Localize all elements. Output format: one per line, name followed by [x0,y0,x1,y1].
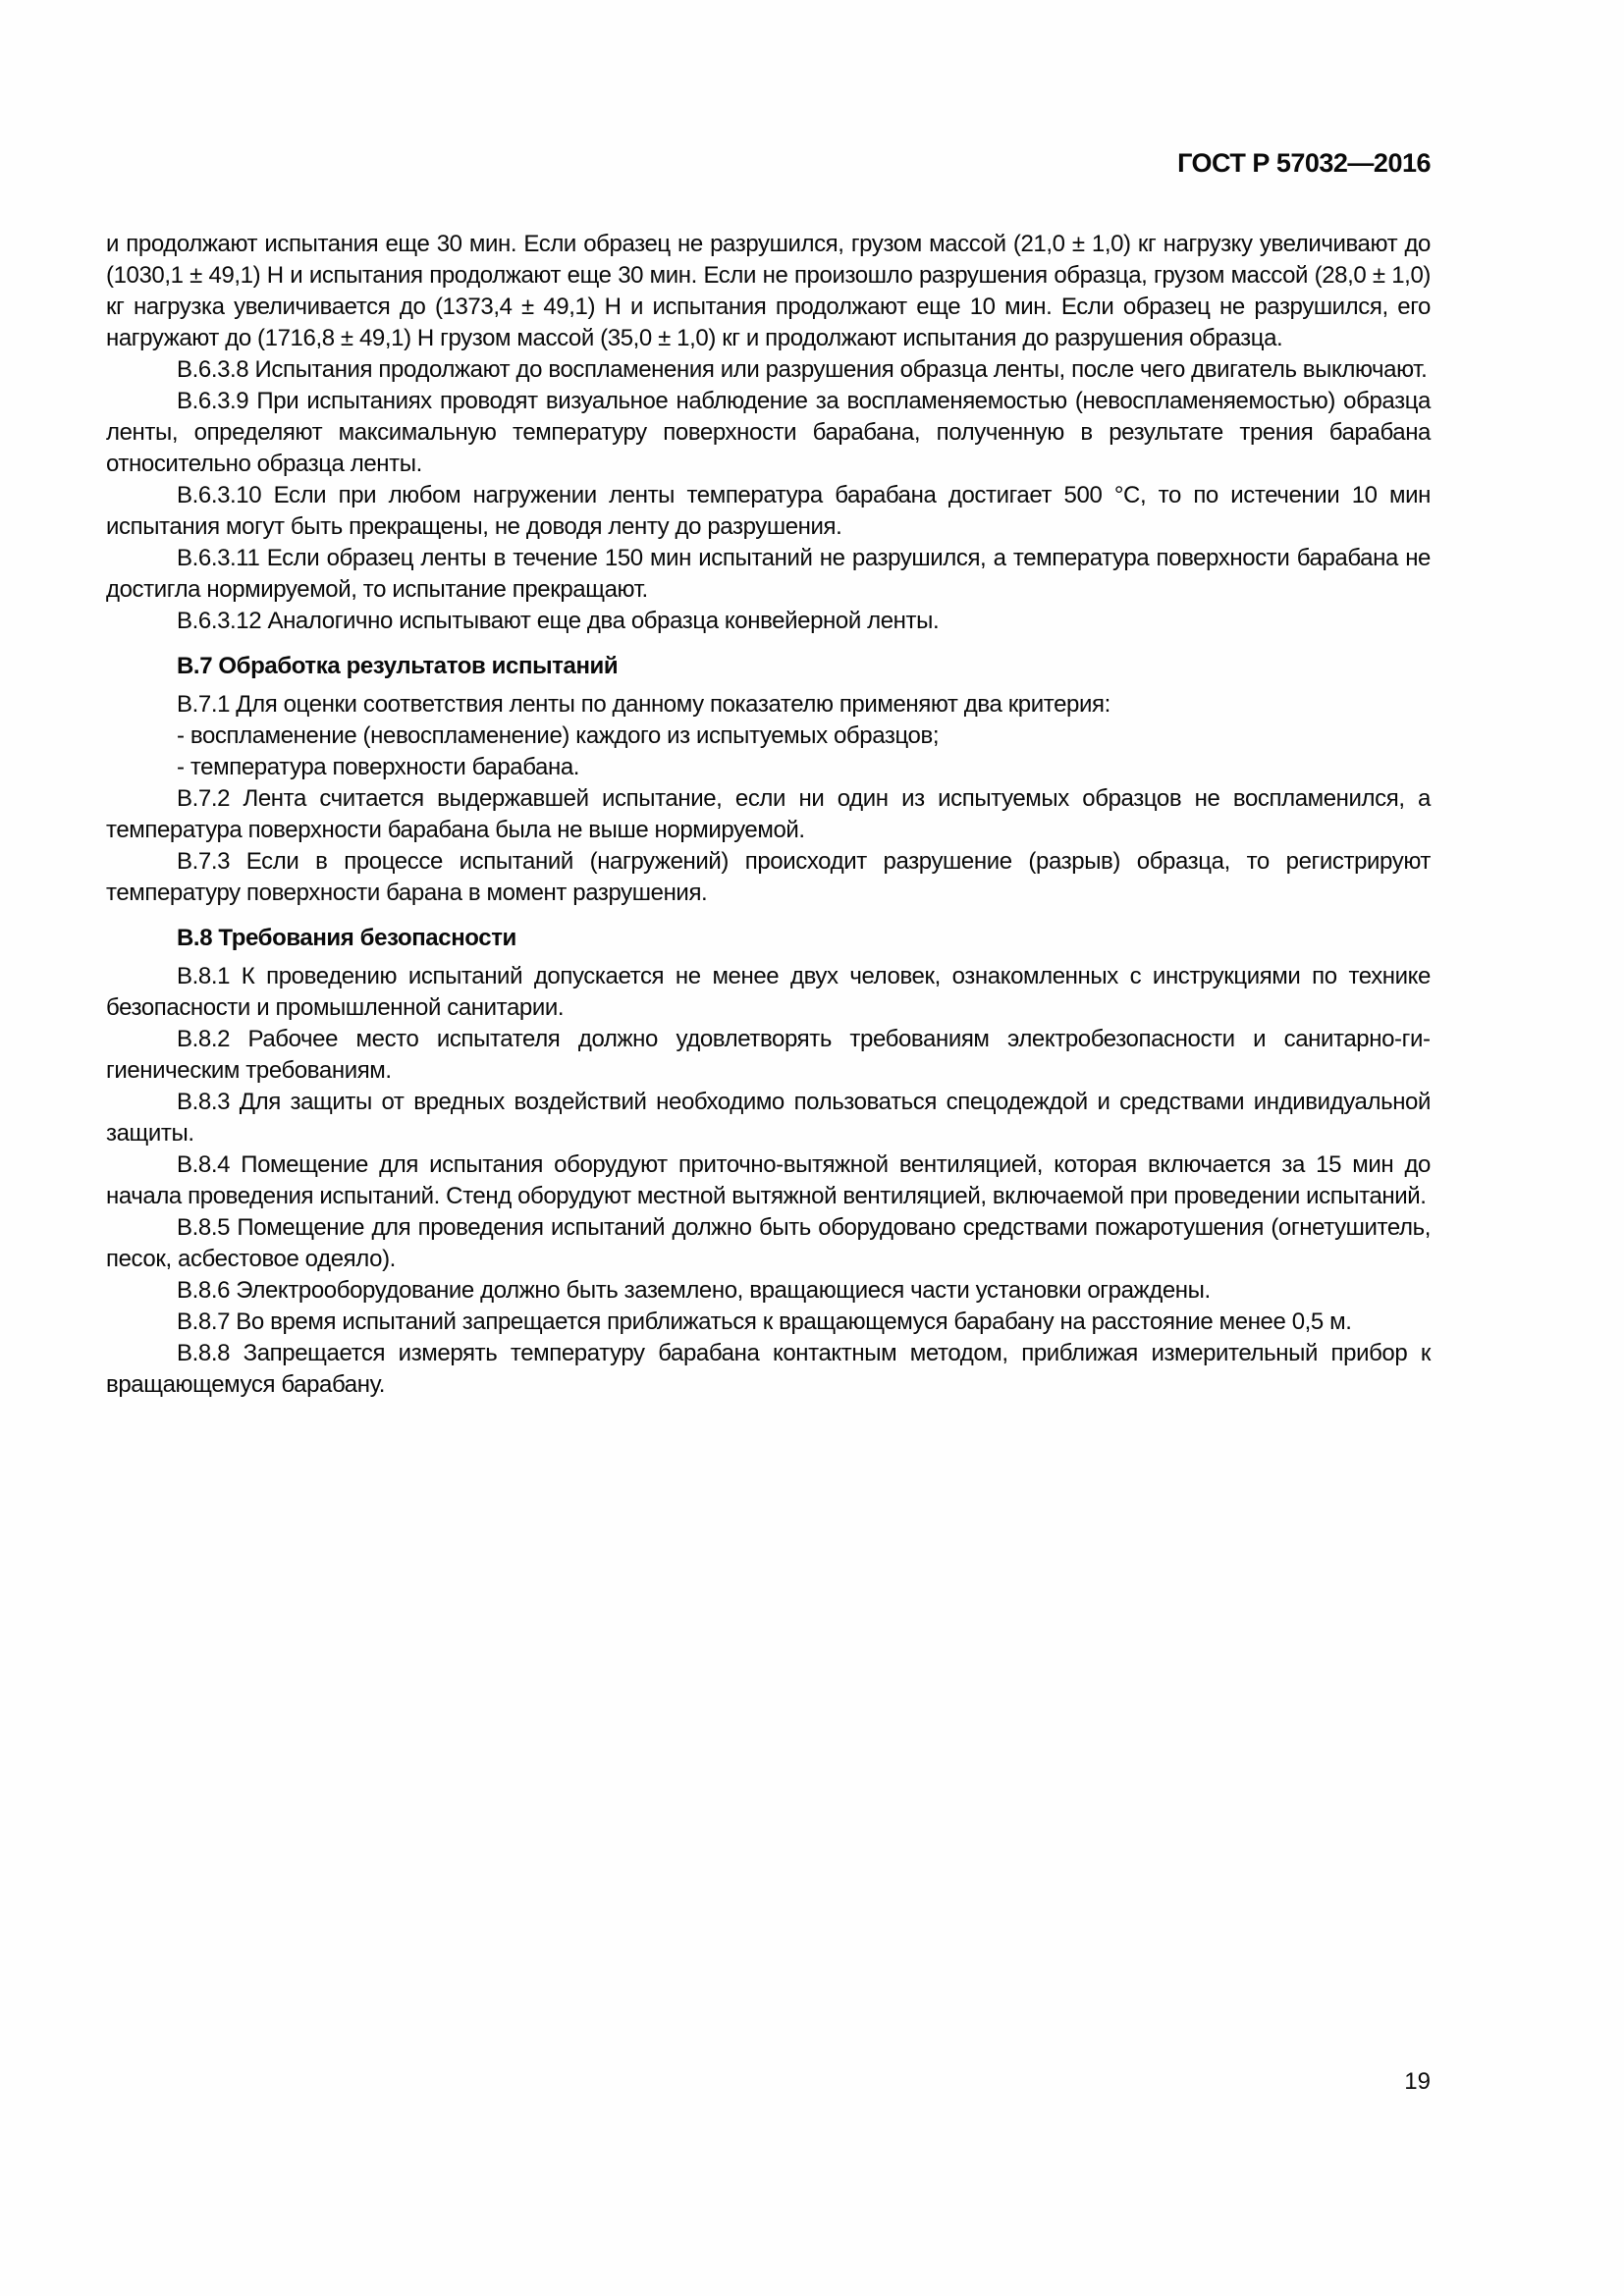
paragraph: В.7.3 Если в процессе испытаний (нагружений) происходит разрушение (разрыв) образца, то регистрируют температуру поверхности барана в момент разрушения. [106,848,1431,906]
paragraph: В.8.7 Во время испытаний запрещается приближаться к вращающемуся барабану на расстояние менее 0,5 м. [177,1308,1352,1335]
paragraph: В.6.3.12 Аналогично испытывают еще два образца конвейерной ленты. [177,608,940,634]
paragraph: В.8.2 Рабочее место испытателя должно удовлетворять требованиям электробезопасности и санитарно-гигиеническим требованиям. [106,1026,1431,1084]
paragraph: В.8.1 К проведению испытаний допускается не менее двух человек, ознакомленных с инструкциями по технике безопасности и промышленной санитарии. [106,963,1431,1021]
paragraph: В.8.5 Помещение для проведения испытаний должно быть оборудовано средствами пожаротушения (огнетушитель, песок, асбестовое одеяло). [106,1214,1431,1272]
paragraph: В.7.2 Лента считается выдержавшей испытание, если ни один из испытуемых образцов не воспламенился, а температура поверхности барабана была не выше нормируемой. [106,785,1431,843]
paragraph: В.8.4 Помещение для испытания оборудуют приточно-вытяжной вентиляцией, которая включается за 15 мин до начала проведения испытаний. Стенд оборудуют местной вытяжной вентиляцией, включаемой при проведении испытаний. [106,1151,1431,1209]
paragraph: В.6.3.10 Если при любом нагружении ленты температура барабана достигает 500 °С, то по истечении 10 мин испытания могут быть прекращены, не доводя ленту до разрушения. [106,482,1431,540]
paragraph: В.8.6 Электрооборудование должно быть заземлено, вращающиеся части установки ограждены. [177,1277,1211,1304]
document-body [106,229,1431,1401]
paragraph: В.6.3.8 Испытания продолжают до воспламенения или разрушения образца ленты, после чего двигатель выключают. [177,356,1428,383]
paragraph: В.8.8 Запрещается измерять температуру барабана контактным методом, приближая измерительный прибор к вращающемуся барабану. [106,1340,1431,1398]
paragraph: В.6.3.11 Если образец ленты в течение 150 мин испытаний не разрушился, а температура поверхности барабана не достигла нормируемой, то испытание прекращают. [106,545,1431,603]
paragraph: В.8.3 Для защиты от вредных воздействий необходимо пользоваться спецодеждой и средствами индивидуальной защиты. [106,1089,1431,1147]
section-heading: В.8 Требования безопасности [177,925,516,951]
paragraph: В.7.1 Для оценки соответствия ленты по данному показателю применяют два критерия: [177,691,1110,718]
paragraph: и продолжают испытания еще 30 мин. Если образец не разрушился, грузом массой (21,0 ± 1,0) кг нагрузку увеличивают до (1030,1 ± 49,1) Н и испытания продолжают еще 30 мин. Если не произошло разрушения образца, грузом массой (28,0 ± 1,0) кг нагрузка увеличивается до (1373,4 ± 49,1) Н и испытания продолжают еще 10 мин. Если образец не разрушился, его нагружают до (1716,8 ± 49,1) Н грузом массой (35,0 ± 1,0) кг и продолжают испытания до разрушения образца. [106,231,1431,351]
page-number: 19 [1404,2068,1431,2095]
running-header: ГОСТ Р 57032—2016 [1177,148,1431,178]
paragraph: В.6.3.9 При испытаниях проводят визуальное наблюдение за воспламеняемостью (невоспламеняемостью) образца ленты, определяют максимальную температуру поверхности барабана, полученную в результате трения барабана относительно образца ленты. [106,388,1431,477]
paragraph: - воспламенение (невоспламенение) каждого из испытуемых образцов; [177,722,940,749]
paragraph: - температура поверхности барабана. [177,754,580,780]
section-heading: В.7 Обработка результатов испытаний [177,653,619,679]
